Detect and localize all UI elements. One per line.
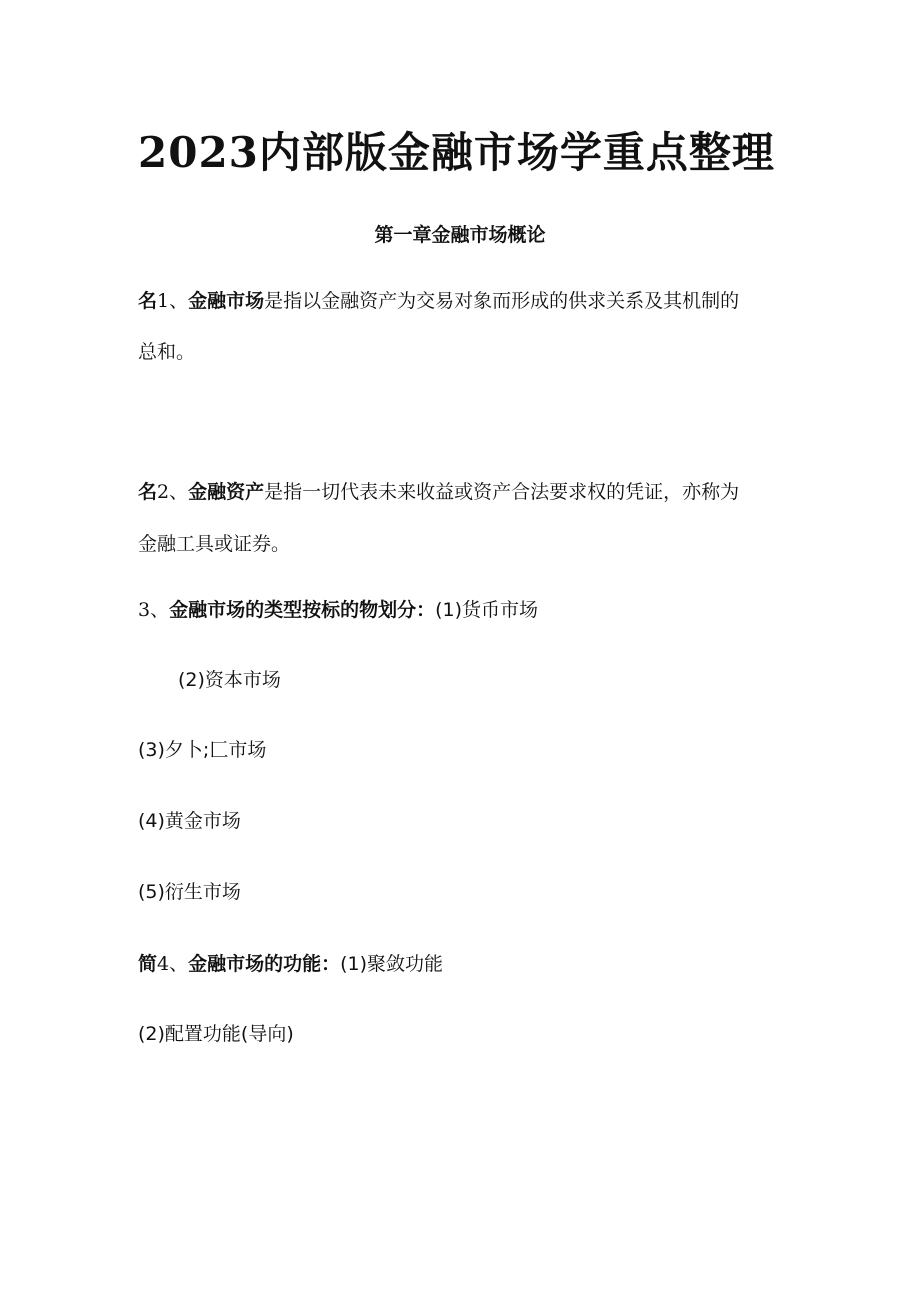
market-functions-prefix: 简 — [138, 953, 158, 975]
market-types-first: (1)货币市场 — [435, 599, 539, 621]
market-function-item: (2)配置功能(导向) — [138, 1023, 294, 1045]
definition-2-text: 是指一切代表未来收益或资产合法要求权的凭证，亦称为 — [264, 481, 740, 503]
definition-2-continuation: 金融工具或证券。 — [138, 533, 291, 555]
definition-1-prefix: 名 — [138, 290, 158, 312]
definition-1-number: 1、 — [157, 290, 189, 312]
market-types-number: 3、 — [138, 599, 170, 621]
market-type-item: (3)夕卜;匚市场 — [138, 739, 267, 761]
document-title: 2023内部版金融市场学重点整理 — [138, 128, 775, 177]
market-type-item: (4)黄金市场 — [138, 810, 241, 832]
market-functions — [138, 950, 443, 978]
definition-1-continuation: 总和。 — [138, 341, 196, 363]
market-types — [138, 596, 538, 624]
market-functions-first: (1)聚敛功能 — [340, 953, 444, 975]
market-functions-label: 金融市场的功能： — [188, 953, 341, 975]
market-types-label: 金融市场的类型按标的物划分： — [169, 599, 436, 621]
definition-2-term: 金融资产 — [188, 481, 265, 503]
definition-2-number: 2、 — [157, 481, 189, 503]
market-functions-number: 4、 — [157, 953, 189, 975]
definition-1-term: 金融市场 — [188, 290, 265, 312]
definition-1-text: 是指以金融资产为交易对象而形成的供求关系及其机制的 — [264, 290, 740, 312]
definition-1 — [138, 287, 739, 315]
definition-2-prefix: 名 — [138, 481, 158, 503]
chapter-heading: 第一章金融市场概论 — [374, 224, 546, 246]
definition-2 — [138, 478, 739, 506]
market-type-item: (5)衍生市场 — [138, 881, 241, 903]
market-type-item: (2)资本市场 — [178, 669, 281, 691]
